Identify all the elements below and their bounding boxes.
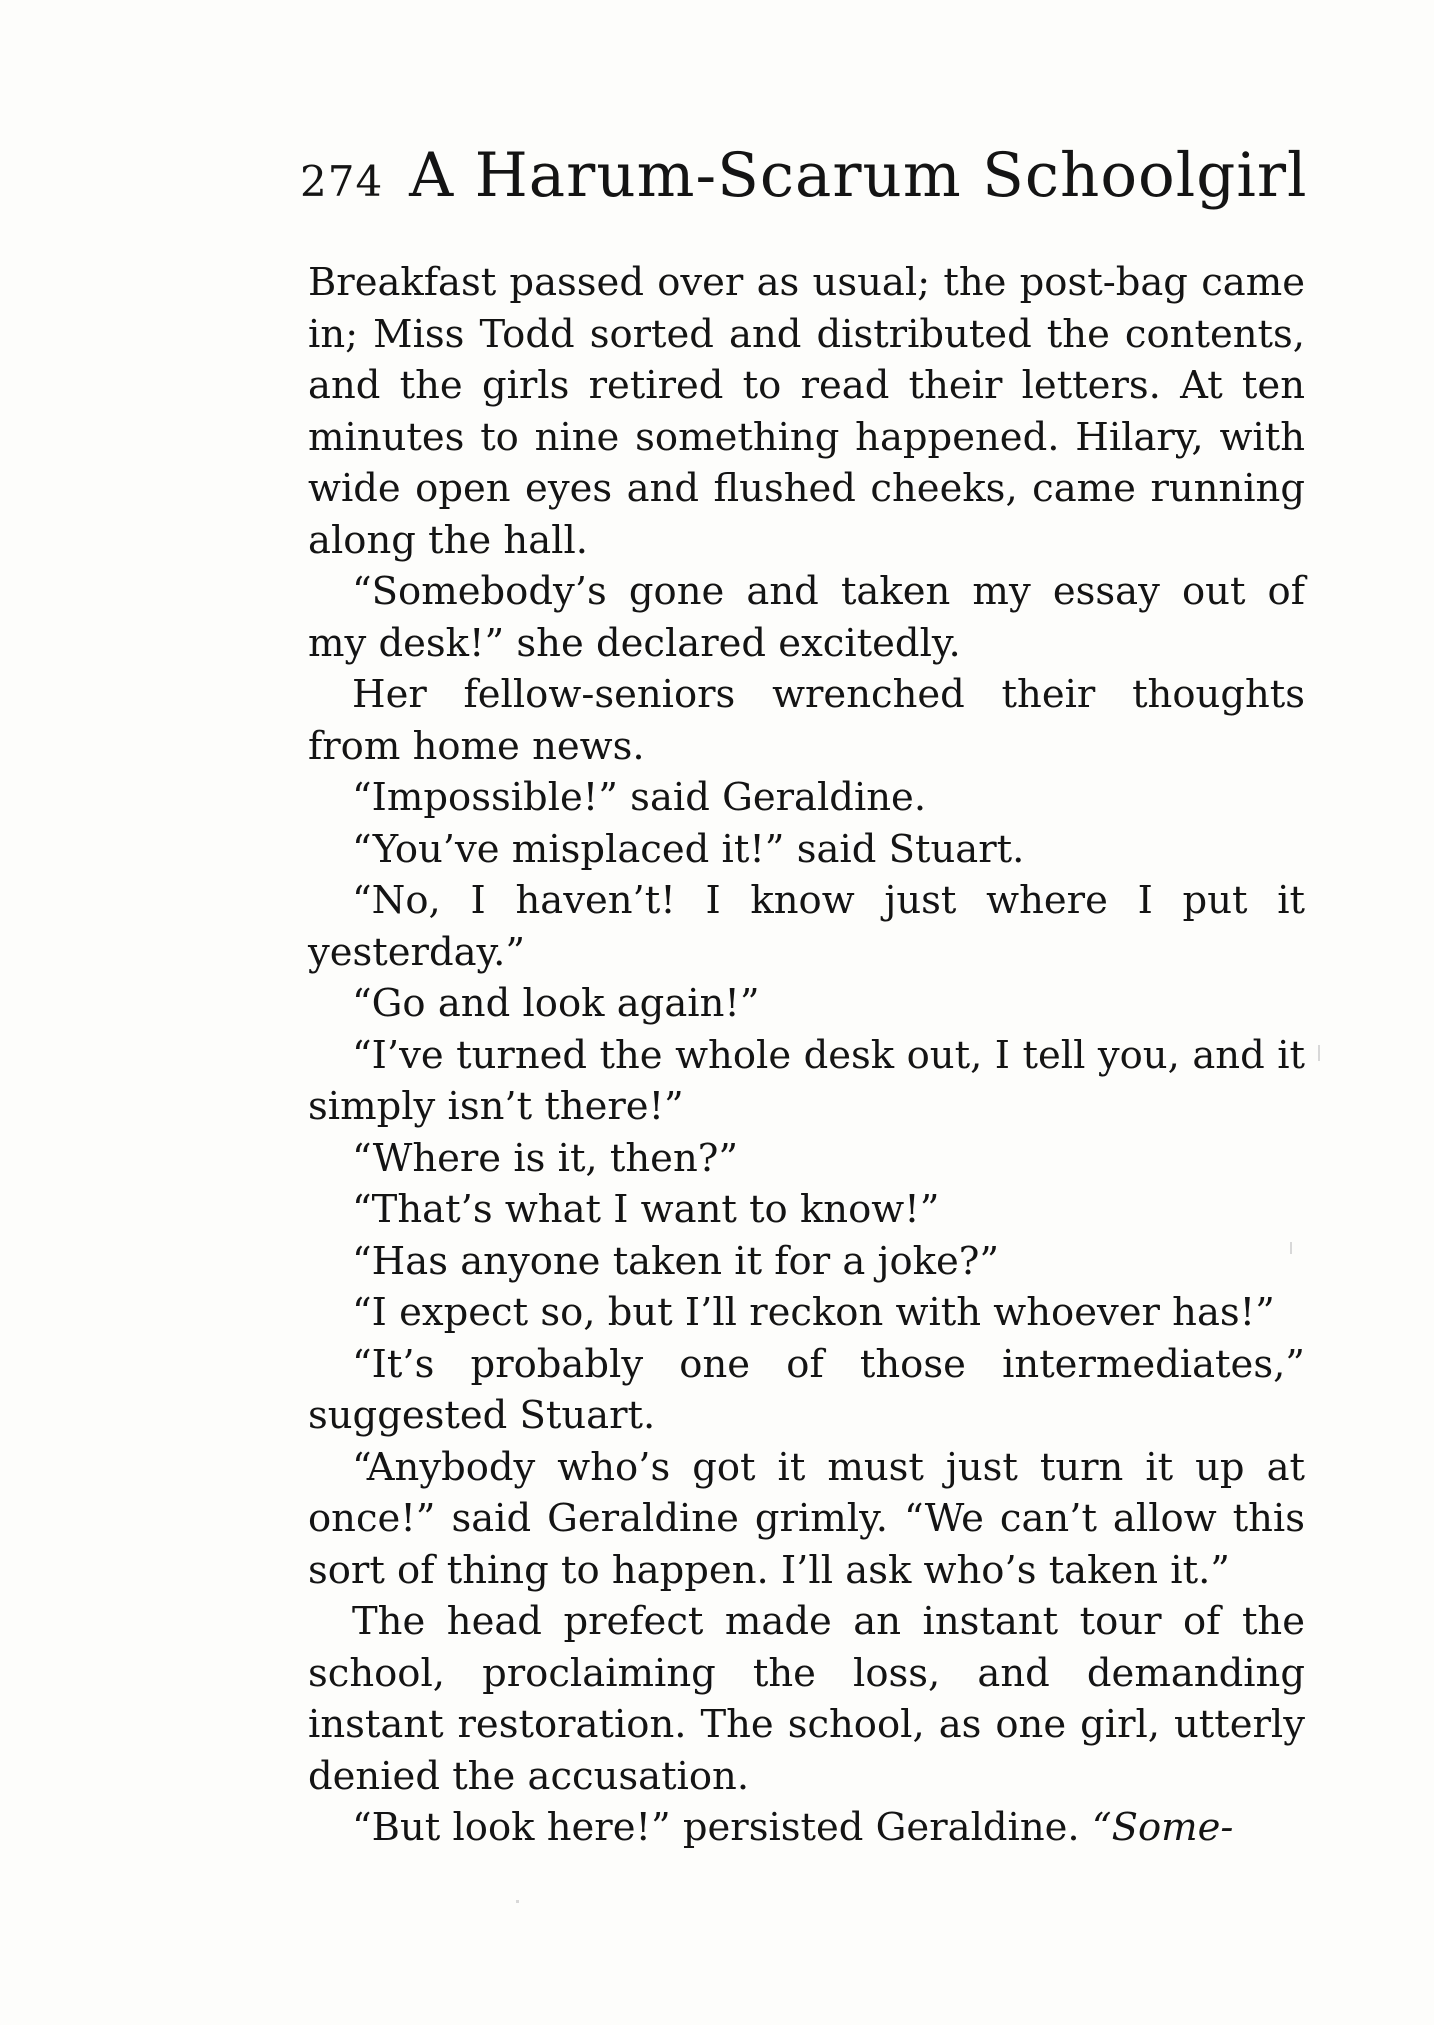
paragraph-fellow-seniors: Her fellow-seniors wrenched their thoughts from home news.	[308, 672, 1305, 769]
paragraph-turn-it-up: “Anybody who’s got it must just turn it up at once!” said Geraldine grimly. “We can’t allow this sort of thing to happen. I’ll ask who’s taken it.”	[308, 1444, 1305, 1593]
paragraph-essay-taken: “Somebody’s gone and taken my essay out of my desk!” she declared excitedly.	[308, 569, 1305, 666]
paragraph-head-prefect: The head prefect made an instant tour of the school, proclaiming the loss, and demanding instant restoration. The school, as one girl, utterly denied the accusation.	[308, 1599, 1305, 1799]
look-here-text: “But look here!” persisted Geraldine.	[352, 1805, 1092, 1850]
paragraph-misplaced: “You’ve misplaced it!” said Stuart.	[352, 826, 1025, 872]
paragraph-joke: “Has anyone taken it for a joke?”	[352, 1238, 1000, 1284]
paragraph-impossible: “Impossible!” said Geraldine.	[352, 775, 927, 820]
paragraph-no-i-havent: “No, I haven’t! I know just where I put it yesterday.”	[308, 878, 1305, 975]
page-header	[300, 140, 1308, 230]
paragraph-want-to-know: “That’s what I want to know!”	[352, 1187, 940, 1232]
running-title: A Harum-Scarum Schoolgirl	[409, 140, 1308, 211]
paragraph-breakfast: Breakfast passed over as usual; the post-bag came in; Miss Todd sorted and distributed the contents, and the girls retired to read their letters. At ten minutes to nine something happened. Hilary, with wide open eyes and flushed cheeks, came running along the hall.	[308, 260, 1305, 563]
look-here-italic-tail: “Some-	[1091, 1805, 1234, 1850]
paragraph-where-is-it: “Where is it, then?”	[352, 1135, 739, 1181]
margin-mark	[516, 1900, 519, 1903]
page-body	[308, 257, 1305, 1854]
paragraph-look-here	[308, 1802, 1305, 1854]
page-number: 274	[300, 157, 384, 206]
paragraph-look-again: “Go and look again!”	[352, 981, 760, 1026]
paragraph-intermediates: “It’s probably one of those intermediates,” suggested Stuart.	[308, 1341, 1305, 1438]
margin-mark	[1290, 1242, 1292, 1254]
paragraph-desk-out: “I’ve turned the whole desk out, I tell you, and it simply isn’t there!”	[308, 1032, 1305, 1129]
margin-mark	[1318, 1045, 1320, 1061]
paragraph-reckon: “I expect so, but I’ll reckon with whoever has!”	[352, 1290, 1275, 1335]
